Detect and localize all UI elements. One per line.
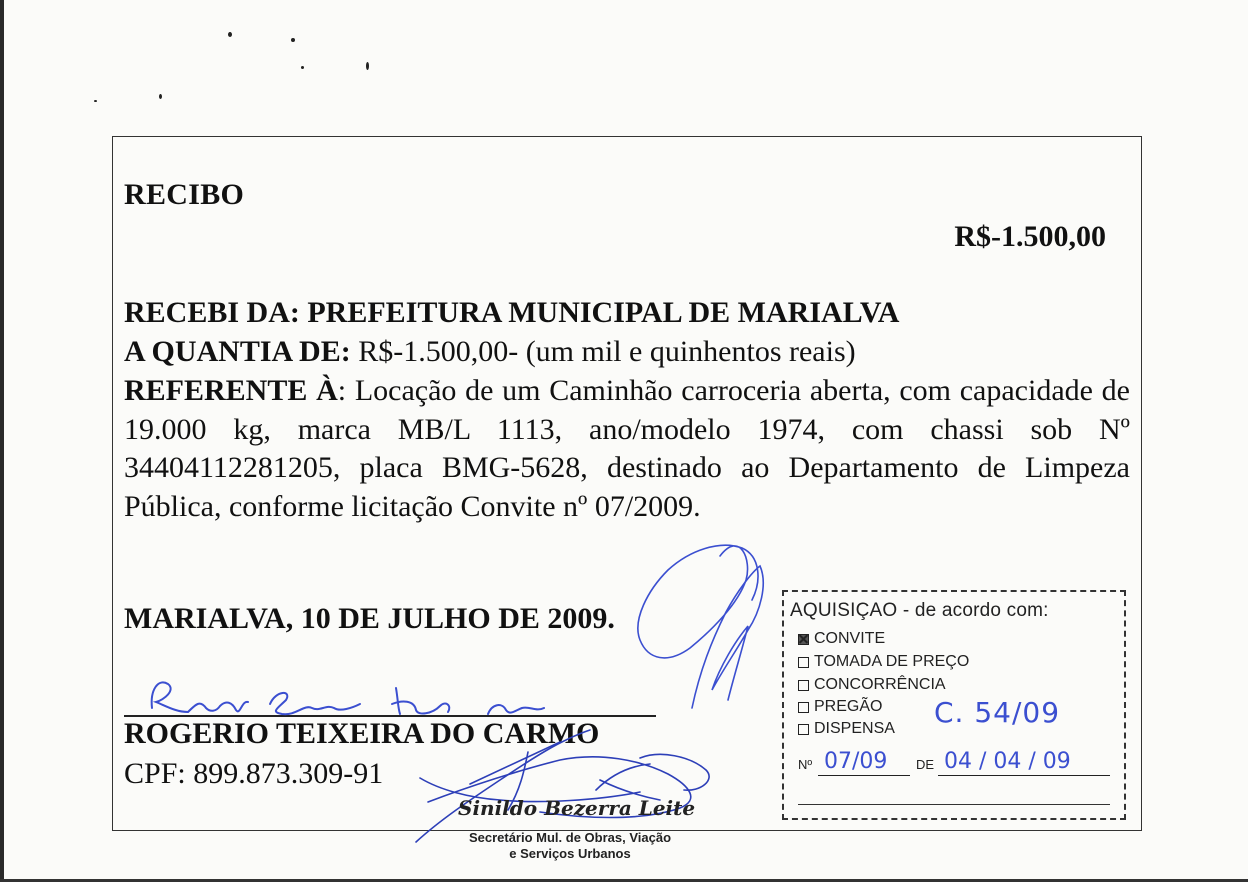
receipt-amount: R$-1.500,00 bbox=[954, 220, 1106, 253]
stamp-option-label: CONVITE bbox=[814, 630, 886, 647]
quantity-label: A QUANTIA DE: bbox=[124, 335, 351, 368]
stamp-option-label: PREGÃO bbox=[814, 698, 883, 715]
number-label: Nº bbox=[798, 757, 813, 772]
stamp-option-label: TOMADA DE PREÇO bbox=[814, 653, 970, 670]
stamp-option-label: CONCORRÊNCIA bbox=[814, 676, 946, 693]
secretary-name: Sinildo Bezerra Leite bbox=[458, 796, 696, 820]
stamp-title: AQUISIÇAO - de acordo com: bbox=[790, 600, 1049, 621]
secretary-role bbox=[455, 830, 685, 862]
secretary-role-line1: Secretário Mul. de Obras, Viação bbox=[468, 830, 672, 845]
reference-text: : Locação de um Caminhão carroceria aberta, com capacidade de 19.000 kg, marca MB/L 1113, ano/modelo 1974, com chassi sob Nº 34404112281205, placa BMG-5628, destinado ao Departamento de Limpeza Pública, conforme licitação Convite nº 07/2009. bbox=[124, 374, 1130, 523]
secretary-signature bbox=[416, 730, 709, 842]
stamp-option-label: DISPENSA bbox=[814, 720, 895, 737]
date-label: DE bbox=[916, 757, 935, 772]
number-value: 07/09 bbox=[824, 749, 888, 774]
process-number: C. 54/09 bbox=[934, 696, 1061, 729]
reference-label: REFERENTE À bbox=[124, 374, 338, 407]
signer-handwritten-signature bbox=[152, 682, 544, 714]
signer-cpf: CPF: 899.873.309-91 bbox=[124, 757, 384, 790]
received-from-label: RECEBI DA: bbox=[124, 296, 300, 329]
quantity-value: R$-1.500,00- (um mil e quinhentos reais) bbox=[358, 335, 856, 368]
authorizer-signature bbox=[638, 545, 763, 708]
received-from-value: PREFEITURA MUNICIPAL DE MARIALVA bbox=[307, 296, 900, 329]
signer-name: ROGERIO TEIXEIRA DO CARMO bbox=[124, 717, 600, 750]
receipt-title: RECIBO bbox=[124, 178, 245, 211]
city-date: MARIALVA, 10 DE JULHO DE 2009. bbox=[124, 602, 615, 635]
date-value: 04 / 04 / 09 bbox=[944, 749, 1071, 774]
secretary-role-line2: e Serviços Urbanos bbox=[509, 846, 631, 861]
